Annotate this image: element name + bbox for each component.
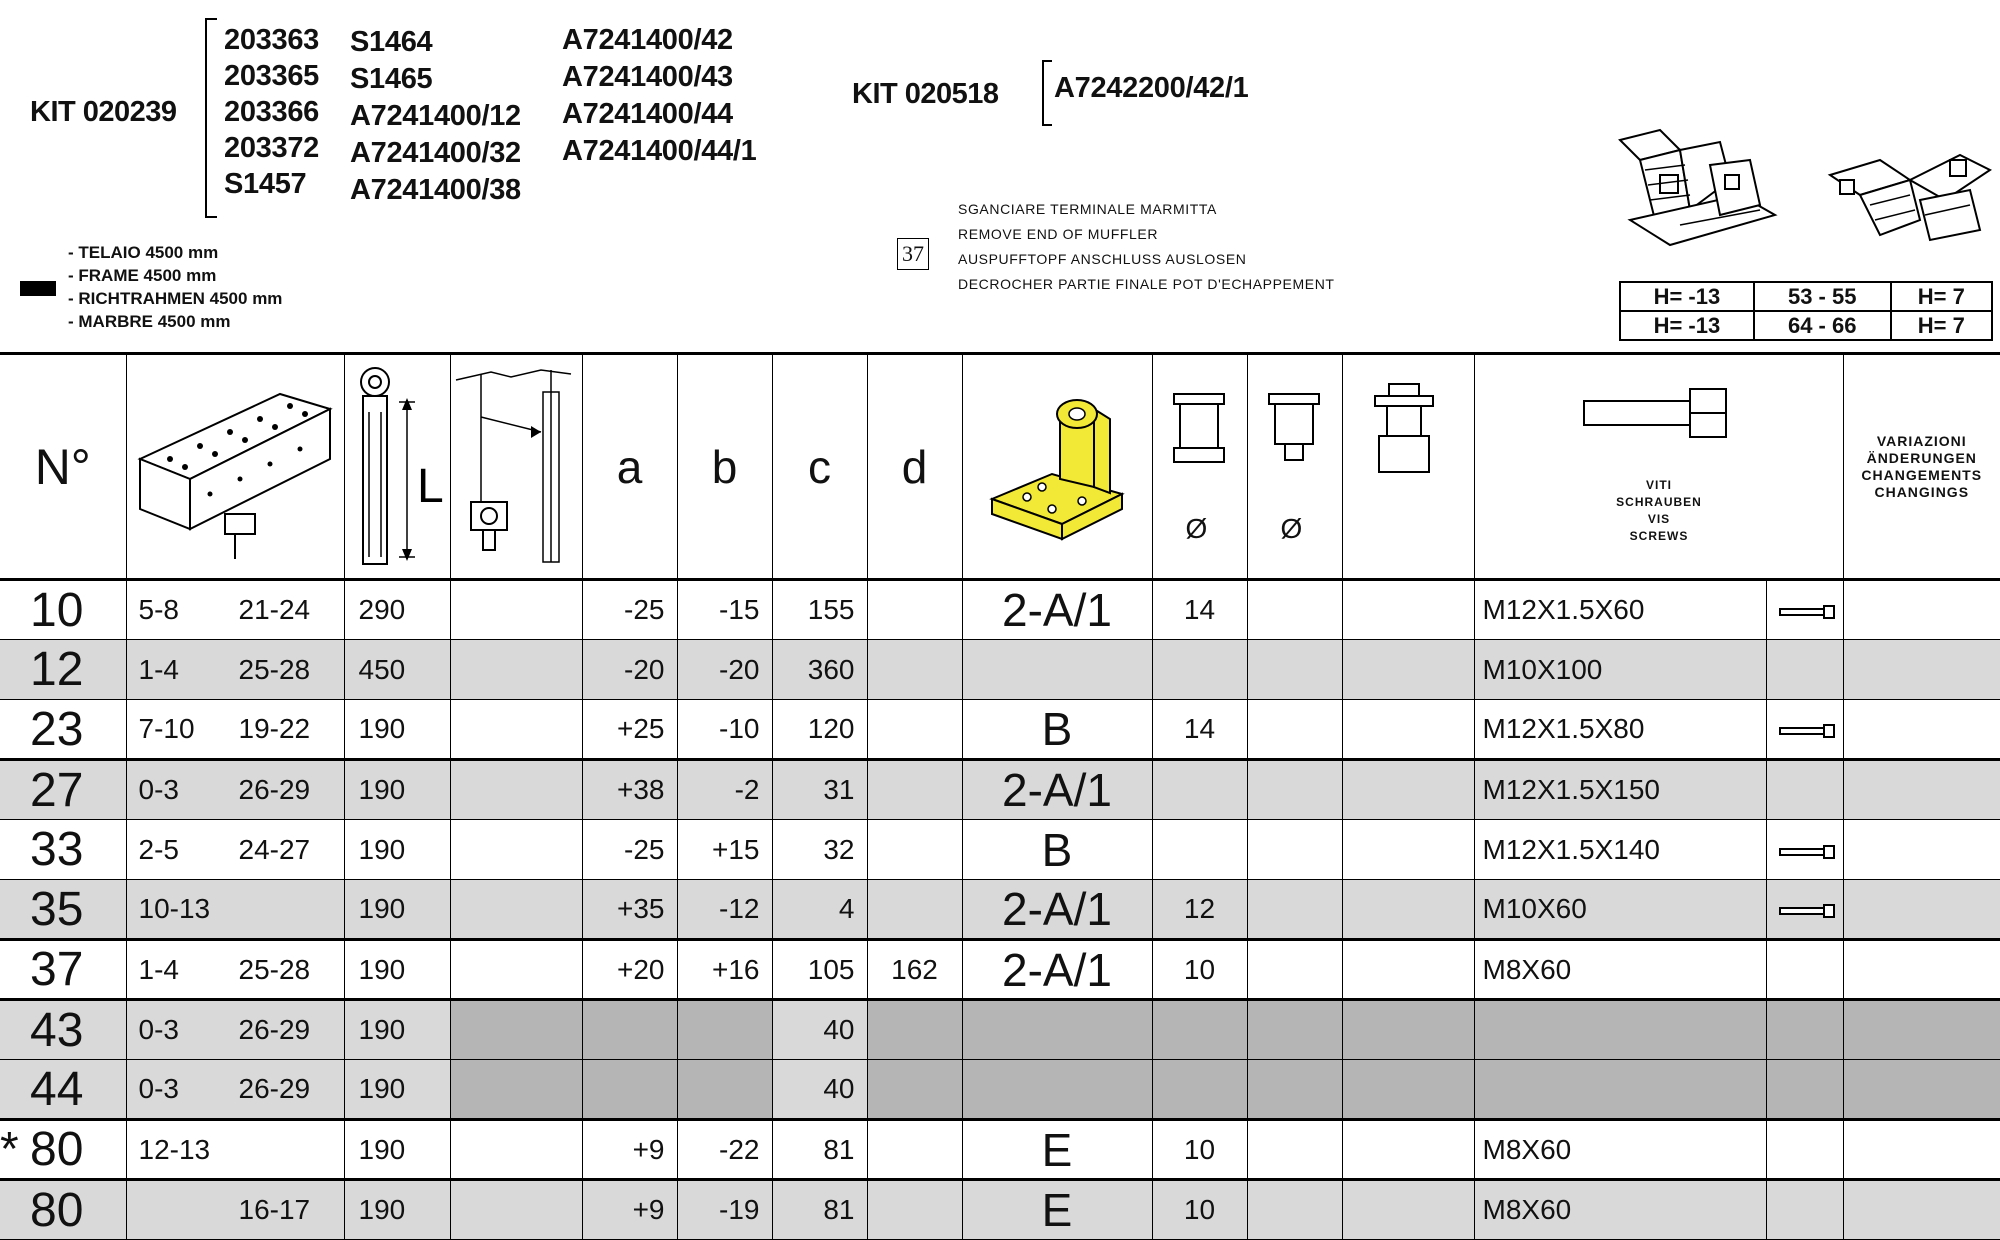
diameter-cell [1152,640,1247,700]
changes-cell [1843,640,2000,700]
row-number-text: 10 [30,584,83,637]
pin-range-2: 19-22 [239,713,311,744]
c-cell: 81 [772,1120,867,1180]
row-number-text: 23 [30,703,83,756]
col-screws-header [1474,354,1843,580]
frame-note-fr: - MARBRE 4500 mm [68,310,282,333]
pin-range-1: 1-4 [139,954,239,986]
piece-cell: 2-A/1 [962,940,1152,1000]
offset-cell [450,760,582,820]
ref-code: 203372 [224,130,319,166]
bolt-icon [1779,605,1837,619]
frame-rail-icon [130,364,340,564]
offset-diagram-icon [451,362,581,567]
table-row [0,760,2000,820]
piece-cell [962,1060,1152,1120]
changes-labels [1844,433,2000,501]
b-cell: -15 [677,580,772,640]
pin-range-1: 10-13 [139,893,239,925]
c-cell: 155 [772,580,867,640]
ref-code: 203365 [224,58,319,94]
col-number-header: N° [0,354,126,580]
spacer2-cell [1247,700,1342,760]
table-row [0,1060,2000,1120]
diameter-cell: 10 [1152,940,1247,1000]
d-cell [867,700,962,760]
bolt-icon [1779,845,1837,859]
length-cell: 190 [344,1060,450,1120]
d-cell [867,1180,962,1240]
changes-cell [1843,580,2000,640]
length-cell: 190 [344,1000,450,1060]
c-cell: 32 [772,820,867,880]
d-cell: 162 [867,940,962,1000]
ref-code: S1464 [350,24,521,61]
length-label: L [417,460,444,513]
bolt-cell [1766,640,1843,700]
kit-020239-refs-col2 [350,24,521,209]
note-line-fr: DECROCHER PARTIE FINALE POT D'ECHAPPEMENT [958,272,1335,297]
note-line-it: SGANCIARE TERMINALE MARMITTA [958,197,1335,222]
ref-code: 203363 [224,22,319,58]
kit-020239-refs-col3 [562,22,756,170]
bolt-cell [1766,760,1843,820]
kit-020518-ref: A7242200/42/1 [1054,70,1248,106]
d-cell [867,1120,962,1180]
length-cell: 190 [344,760,450,820]
piece-cell: E [962,1120,1152,1180]
d-cell [867,580,962,640]
screws-label-fr: VIS [1475,511,1844,528]
b-cell: +15 [677,820,772,880]
spacer2-cell [1247,760,1342,820]
changes-label-en: CHANGINGS [1844,484,2000,501]
c-cell: 40 [772,1060,867,1120]
changes-label-de: ÄNDERUNGEN [1844,450,2000,467]
ref-code: A7241400/12 [350,98,521,135]
row-number [0,700,126,760]
length-cell: 450 [344,640,450,700]
c-cell: 105 [772,940,867,1000]
piece-cell: B [962,820,1152,880]
pin-range-1: 0-3 [139,1073,239,1105]
offset-cell [450,700,582,760]
d-cell [867,820,962,880]
row-number [0,760,126,820]
b-cell: -12 [677,880,772,940]
table-row [0,820,2000,880]
pin-range-1: 0-3 [139,774,239,806]
table-row [0,1000,2000,1060]
spacer2-cell [1247,1000,1342,1060]
piece-cell: E [962,1180,1152,1240]
changes-cell [1843,1180,2000,1240]
pin-range-1: 7-10 [139,713,239,745]
nut-cell [1342,1060,1474,1120]
a-cell: +9 [582,1180,677,1240]
spacer2-cell [1247,1120,1342,1180]
row-number [0,640,126,700]
pin-range-2: 25-28 [239,654,311,685]
pin-range-2: 25-28 [239,954,311,985]
c-cell: 120 [772,700,867,760]
bracket-illustration-left [1600,120,1790,250]
star-marker: * [0,1122,19,1177]
row-number-text: 43 [30,1004,83,1057]
b-cell: -10 [677,700,772,760]
pin-range-1: 2-5 [139,834,239,866]
pin-range-2: 26-29 [239,774,311,805]
table-row [0,880,2000,940]
piece-cell [962,1000,1152,1060]
offset-cell [450,1000,582,1060]
screw-cell: M12X1.5X80 [1474,700,1766,760]
nut-cell [1342,760,1474,820]
diameter-cell [1152,1060,1247,1120]
pin-positions [126,700,344,760]
nut-cell [1342,940,1474,1000]
screw-cell: M8X60 [1474,1120,1766,1180]
ref-code: A7241400/38 [350,172,521,209]
changes-cell [1843,760,2000,820]
screw-cell: M12X1.5X140 [1474,820,1766,880]
spacer2-cell [1247,1180,1342,1240]
height-cell: 53 - 55 [1754,282,1891,311]
a-cell: +35 [582,880,677,940]
diameter-cell: 14 [1152,580,1247,640]
table-row [0,1180,2000,1240]
height-table [1619,281,1993,341]
spacer2-cell [1247,880,1342,940]
bolt-cell [1766,580,1843,640]
pin-positions [126,580,344,640]
changes-cell [1843,940,2000,1000]
pin-range-1: 5-8 [139,594,239,626]
ref-code: 203366 [224,94,319,130]
diameter-label: Ø [1281,513,1303,545]
nut-cell [1342,1180,1474,1240]
col-spacer1-header [1152,354,1247,580]
bolt-cell [1766,1060,1843,1120]
parts-table [0,352,2000,1240]
tower-length-icon [347,362,447,567]
d-cell [867,1000,962,1060]
offset-cell [450,1120,582,1180]
col-piece-header [962,354,1152,580]
c-cell: 40 [772,1000,867,1060]
yellow-bracket-icon [982,369,1132,559]
ref-code: A7241400/44/1 [562,133,756,170]
pin-positions [126,940,344,1000]
spacer-large-icon [1160,390,1240,480]
bolt-cell [1766,700,1843,760]
bolt-icon [1779,724,1837,738]
b-cell: -2 [677,760,772,820]
frame-note-de: - RICHTRAHMEN 4500 mm [68,287,282,310]
screw-cell: M12X1.5X150 [1474,760,1766,820]
a-cell [582,1060,677,1120]
hex-nut-icon [1365,380,1455,480]
screw-cell: M8X60 [1474,1180,1766,1240]
row-number [0,580,126,640]
bracket-illustration-right [1820,140,2000,260]
screws-label-en: SCREWS [1475,528,1844,545]
pin-range-1: 0-3 [139,1014,239,1046]
nut-cell [1342,640,1474,700]
row-number [0,1180,126,1240]
note-37-text [958,197,1335,297]
pin-range-2: 21-24 [239,594,311,625]
length-cell: 190 [344,700,450,760]
b-cell: +16 [677,940,772,1000]
b-cell [677,1000,772,1060]
bolt-cell [1766,1000,1843,1060]
row-number-text: 35 [30,883,83,936]
b-cell: -19 [677,1180,772,1240]
height-cell: H= -13 [1620,311,1754,340]
note-37-box: 37 [897,238,929,270]
row-number-text: 12 [30,643,83,696]
height-cell: H= -13 [1620,282,1754,311]
nut-cell [1342,820,1474,880]
offset-cell [450,880,582,940]
col-offset-diagram-header [450,354,582,580]
b-cell: -20 [677,640,772,700]
ref-code: A7241400/42 [562,22,756,59]
pin-range-2: 24-27 [239,834,311,865]
spacer2-cell [1247,940,1342,1000]
pin-positions [126,1000,344,1060]
height-row [1620,311,1992,340]
row-number-text: 44 [30,1063,83,1116]
frame-notes [68,241,282,333]
length-cell: 190 [344,940,450,1000]
bolt-cell [1766,940,1843,1000]
a-cell: -20 [582,640,677,700]
spacer-small-icon [1255,390,1335,480]
height-cell: H= 7 [1891,282,1992,311]
pin-positions [126,640,344,700]
c-cell: 4 [772,880,867,940]
a-cell: +25 [582,700,677,760]
table-body [0,580,2000,1240]
screw-icon [1580,385,1730,445]
row-number-text: 80 [30,1123,83,1176]
spacer2-cell [1247,1060,1342,1120]
ref-code: A7241400/43 [562,59,756,96]
ref-code: S1465 [350,61,521,98]
pin-range-2: 26-29 [239,1073,311,1104]
row-number [0,820,126,880]
screw-cell [1474,1060,1766,1120]
bolt-cell [1766,820,1843,880]
screw-cell [1474,1000,1766,1060]
row-number-text: 33 [30,823,83,876]
b-cell: -22 [677,1120,772,1180]
pin-positions [126,880,344,940]
kit-020518-label: KIT 020518 [852,78,999,111]
height-cell: H= 7 [1891,311,1992,340]
piece-cell: 2-A/1 [962,580,1152,640]
kit-020239-bracket [205,18,217,218]
a-cell: +38 [582,760,677,820]
table-header [0,354,2000,580]
changes-cell [1843,700,2000,760]
spacer2-cell [1247,640,1342,700]
height-row [1620,282,1992,311]
bolt-cell [1766,1180,1843,1240]
nut-cell [1342,700,1474,760]
piece-cell: 2-A/1 [962,880,1152,940]
table-row [0,580,2000,640]
row-number-text: 37 [30,943,83,996]
offset-cell [450,820,582,880]
pin-positions [126,1120,344,1180]
frame-swatch [20,281,56,296]
length-cell: 190 [344,1180,450,1240]
c-cell: 360 [772,640,867,700]
c-cell: 81 [772,1180,867,1240]
col-b-header: b [677,354,772,580]
pin-range-2: 16-17 [239,1194,311,1225]
changes-cell [1843,1060,2000,1120]
changes-cell [1843,1000,2000,1060]
row-number [0,1000,126,1060]
col-nut-header [1342,354,1474,580]
pin-range-1: 1-4 [139,654,239,686]
pin-range-2: 26-29 [239,1014,311,1045]
length-cell: 290 [344,580,450,640]
diameter-cell [1152,760,1247,820]
row-number [0,1120,126,1180]
note-line-en: REMOVE END OF MUFFLER [958,222,1335,247]
length-cell: 190 [344,880,450,940]
kit-020518-bracket [1042,60,1052,126]
row-number [0,1060,126,1120]
col-a-header: a [582,354,677,580]
diameter-cell: 10 [1152,1120,1247,1180]
ref-code: A7241400/32 [350,135,521,172]
screw-cell: M12X1.5X60 [1474,580,1766,640]
a-cell [582,1000,677,1060]
row-number [0,940,126,1000]
d-cell [867,880,962,940]
piece-cell: B [962,700,1152,760]
diameter-cell: 12 [1152,880,1247,940]
kit-020239-label: KIT 020239 [30,96,177,129]
diameter-cell: 14 [1152,700,1247,760]
a-cell: +9 [582,1120,677,1180]
offset-cell [450,640,582,700]
pin-positions [126,1060,344,1120]
table-row [0,1120,2000,1180]
col-d-header: d [867,354,962,580]
changes-cell [1843,1120,2000,1180]
changes-cell [1843,820,2000,880]
table-row [0,640,2000,700]
changes-label-fr: CHANGEMENTS [1844,467,2000,484]
b-cell [677,1060,772,1120]
nut-cell [1342,580,1474,640]
spacer2-cell [1247,580,1342,640]
nut-cell [1342,1000,1474,1060]
col-spacer2-header [1247,354,1342,580]
diameter-cell: 10 [1152,1180,1247,1240]
col-frame-pins-header [126,354,344,580]
diameter-label: Ø [1186,513,1208,545]
table-row [0,700,2000,760]
row-number-text: 27 [30,764,83,817]
col-c-header: c [772,354,867,580]
bolt-cell [1766,880,1843,940]
a-cell: +20 [582,940,677,1000]
length-cell: 190 [344,820,450,880]
bolt-cell [1766,1120,1843,1180]
screws-label-it: VITI [1475,477,1844,494]
frame-note-en: - FRAME 4500 mm [68,264,282,287]
screws-label-de: SCHRAUBEN [1475,494,1844,511]
d-cell [867,760,962,820]
offset-cell [450,1060,582,1120]
bolt-icon [1779,904,1837,918]
screw-cell: M10X100 [1474,640,1766,700]
pin-range-1: 12-13 [139,1134,239,1166]
diameter-cell [1152,1000,1247,1060]
offset-cell [450,580,582,640]
pin-positions [126,820,344,880]
table-row [0,940,2000,1000]
screw-cell: M8X60 [1474,940,1766,1000]
c-cell: 31 [772,760,867,820]
a-cell: -25 [582,820,677,880]
diameter-cell [1152,820,1247,880]
nut-cell [1342,880,1474,940]
screw-cell: M10X60 [1474,880,1766,940]
spacer2-cell [1247,820,1342,880]
offset-cell [450,1180,582,1240]
d-cell [867,1060,962,1120]
nut-cell [1342,1120,1474,1180]
ref-code: A7241400/44 [562,96,756,133]
piece-cell: 2-A/1 [962,760,1152,820]
pin-positions [126,1180,344,1240]
ref-code: S1457 [224,166,319,202]
row-number-text: 80 [30,1184,83,1237]
note-line-de: AUSPUFFTOPF ANSCHLUSS AUSLOSEN [958,247,1335,272]
piece-cell [962,640,1152,700]
a-cell: -25 [582,580,677,640]
col-changes-header [1843,354,2000,580]
pin-positions [126,760,344,820]
frame-note-it: - TELAIO 4500 mm [68,241,282,264]
length-cell: 190 [344,1120,450,1180]
height-cell: 64 - 66 [1754,311,1891,340]
changes-label-it: VARIAZIONI [1844,433,2000,450]
changes-cell [1843,880,2000,940]
row-number [0,880,126,940]
kit-020239-refs-col1 [224,22,319,202]
d-cell [867,640,962,700]
screws-labels [1475,477,1844,545]
offset-cell [450,940,582,1000]
col-length-header [344,354,450,580]
